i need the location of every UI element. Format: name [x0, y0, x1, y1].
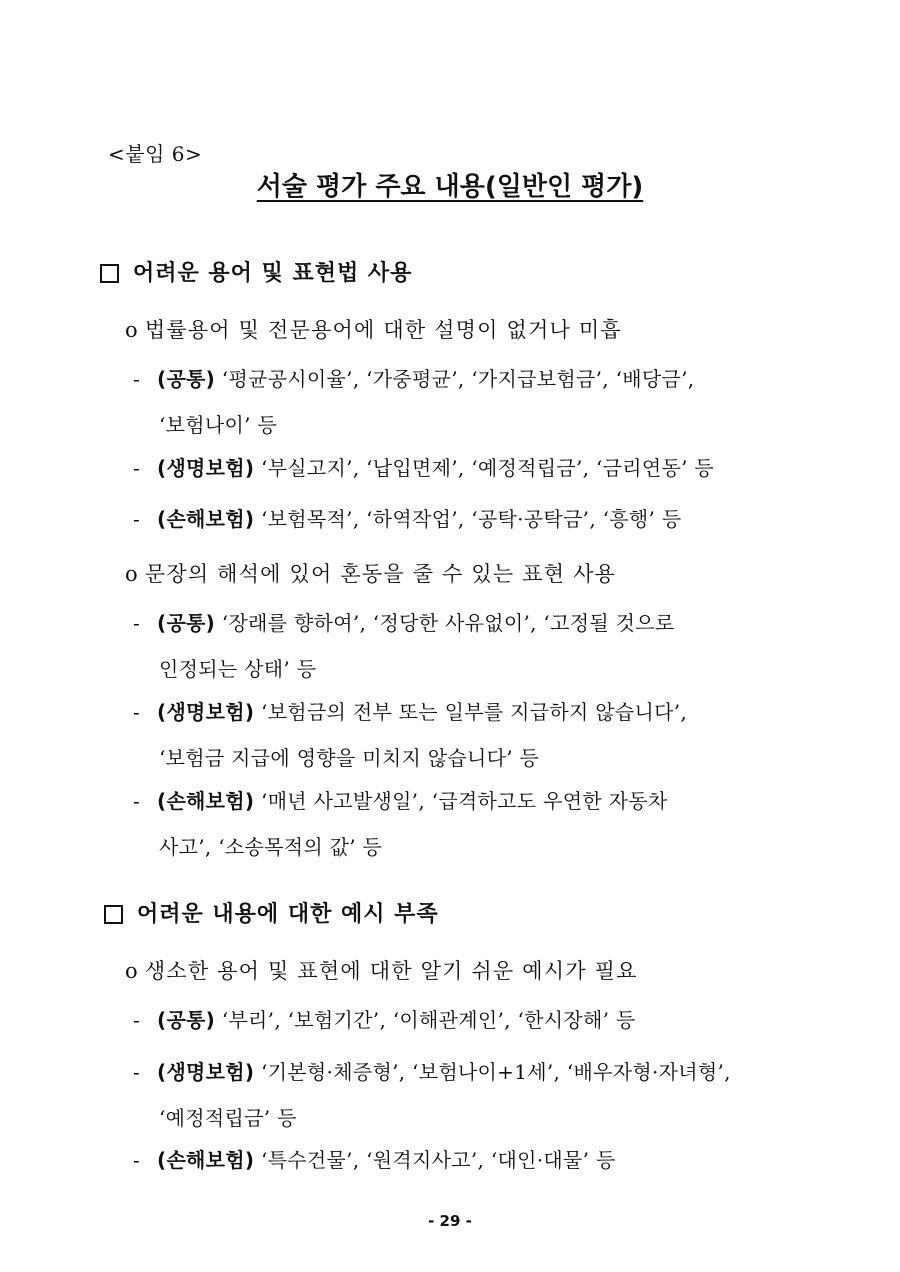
item-text-continued: 사고’, ‘소송목적의 값’ 등	[159, 835, 383, 859]
list-item	[133, 689, 687, 781]
dash-marker: -	[133, 700, 141, 724]
list-item	[133, 1137, 616, 1183]
item-text: ‘평균공시이율’, ‘가중평균’, ‘가지급보험금’, ‘배당금’,	[215, 367, 695, 391]
category-tag: (손해보험)	[157, 1148, 255, 1172]
section-heading	[104, 897, 439, 928]
section-heading-text: 어려운 내용에 대한 예시 부족	[137, 902, 439, 927]
sub-point	[125, 558, 616, 588]
dash-marker: -	[133, 507, 141, 531]
page-title: 서술 평가 주요 내용(일반인 평가)	[256, 172, 644, 202]
sub-point-text: 생소한 용어 및 표현에 대한 알기 쉬운 예시가 필요	[144, 959, 638, 983]
list-item	[133, 778, 667, 870]
bullet-o: o	[125, 318, 139, 342]
bullet-o: o	[125, 562, 139, 586]
category-tag: (생명보험)	[157, 1060, 255, 1084]
category-tag: (공통)	[157, 367, 216, 391]
item-text-continued: ‘보험나이’ 등	[159, 413, 278, 437]
dash-marker: -	[133, 611, 141, 635]
item-text: ‘기본형·체증형’, ‘보험나이+1세’, ‘배우자형·자녀형’,	[254, 1060, 731, 1084]
sub-point	[125, 955, 638, 985]
item-text: ‘부리’, ‘보험기간’, ‘이해관계인’, ‘한시장해’ 등	[215, 1008, 636, 1032]
list-item	[133, 356, 694, 448]
category-tag: (생명보험)	[157, 700, 255, 724]
attachment-label: <붙임 6>	[108, 142, 203, 166]
page-number: - 29 -	[428, 1212, 472, 1230]
item-text: ‘매년 사고발생일’, ‘급격하고도 우연한 자동차	[254, 789, 668, 813]
item-text: ‘보험금의 전부 또는 일부를 지급하지 않습니다’,	[254, 700, 688, 724]
category-tag: (생명보험)	[157, 456, 255, 480]
list-item	[133, 600, 674, 692]
checkbox-square-icon	[104, 905, 123, 924]
dash-marker: -	[133, 1060, 141, 1084]
section-heading	[100, 256, 412, 287]
category-tag: (손해보험)	[157, 789, 255, 813]
sub-point-text: 법률용어 및 전문용어에 대한 설명이 없거나 미흡	[144, 318, 622, 342]
dash-marker: -	[133, 789, 141, 813]
list-item	[133, 445, 714, 491]
dash-marker: -	[133, 1148, 141, 1172]
item-text: ‘장래를 향하여’, ‘정당한 사유없이’, ‘고정될 것으로	[215, 611, 675, 635]
dash-marker: -	[133, 1008, 141, 1032]
section-heading-text: 어려운 용어 및 표현법 사용	[133, 261, 413, 286]
item-text: ‘특수건물’, ‘원격지사고’, ‘대인·대물’ 등	[254, 1148, 616, 1172]
category-tag: (손해보험)	[157, 507, 255, 531]
dash-marker: -	[133, 456, 141, 480]
dash-marker: -	[133, 367, 141, 391]
list-item	[133, 1049, 731, 1141]
sub-point	[125, 314, 622, 344]
item-text: ‘부실고지’, ‘납입면제’, ‘예정적립금’, ‘금리연동’ 등	[254, 456, 715, 480]
sub-point-text: 문장의 해석에 있어 혼동을 줄 수 있는 표현 사용	[144, 562, 617, 586]
item-text-continued: 인정되는 상태’ 등	[159, 657, 317, 681]
item-text: ‘보험목적’, ‘하역작업’, ‘공탁·공탁금’, ‘흥행’ 등	[254, 507, 682, 531]
item-text-continued: ‘보험금 지급에 영향을 미치지 않습니다’ 등	[159, 746, 540, 770]
bullet-o: o	[125, 959, 139, 983]
list-item	[133, 997, 636, 1043]
category-tag: (공통)	[157, 1008, 216, 1032]
item-text-continued: ‘예정적립금’ 등	[159, 1106, 297, 1130]
list-item	[133, 496, 681, 542]
checkbox-square-icon	[100, 264, 119, 283]
category-tag: (공통)	[157, 611, 216, 635]
